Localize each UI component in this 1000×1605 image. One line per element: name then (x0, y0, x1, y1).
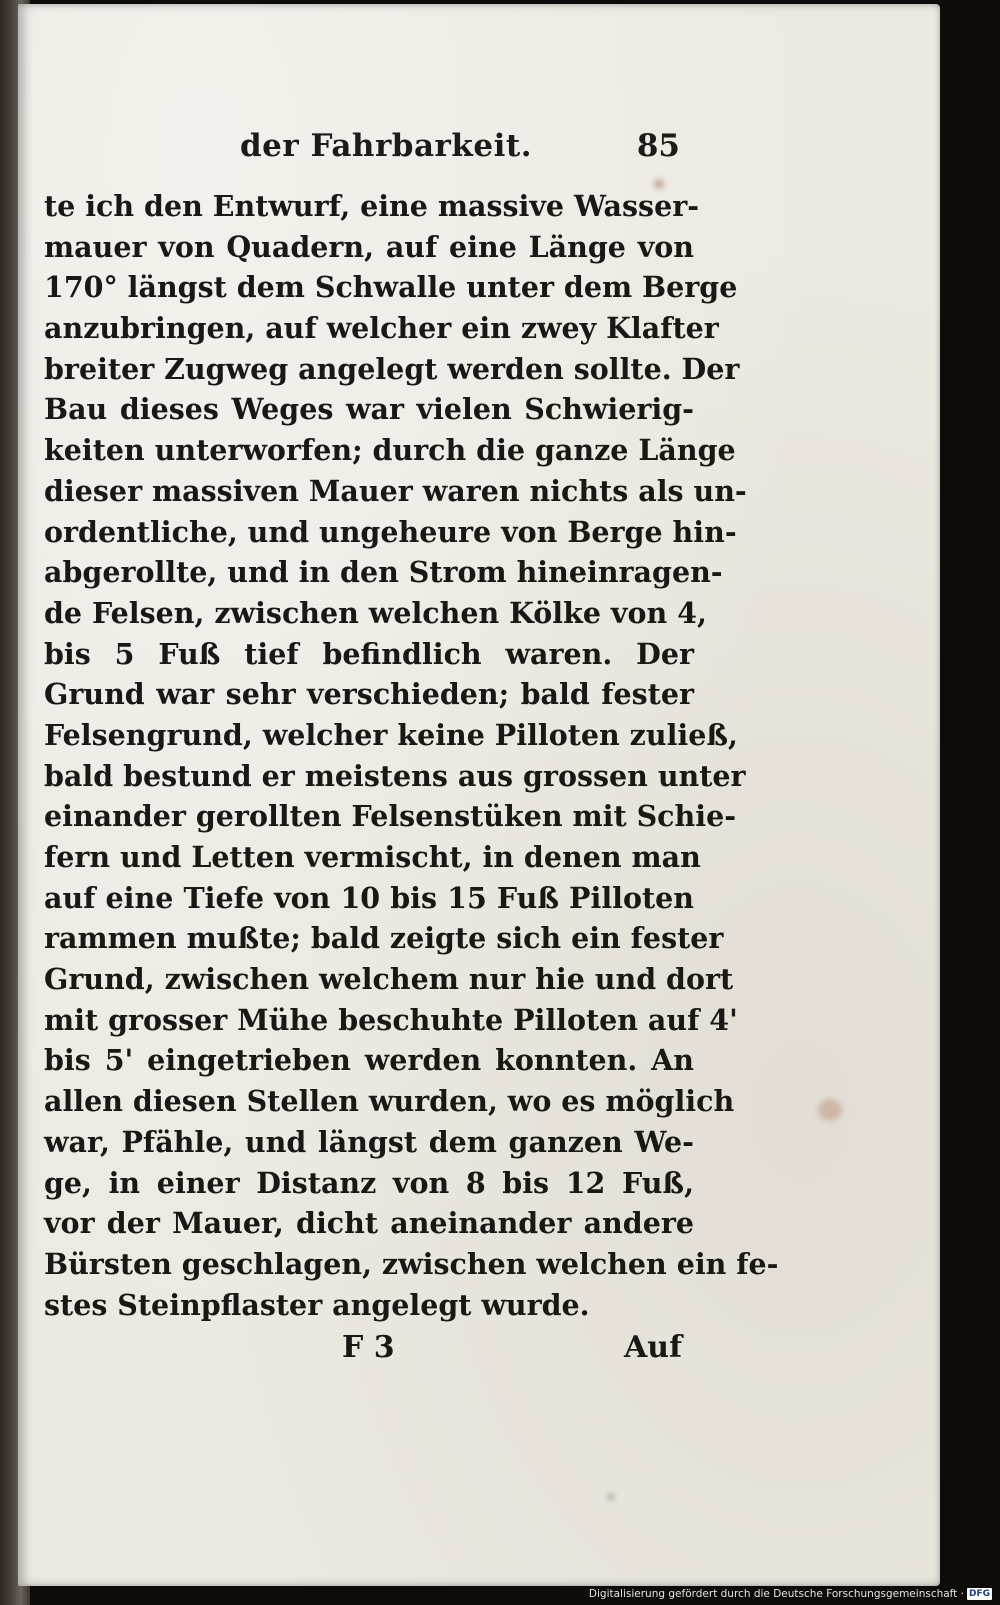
text-line: te ich den Entwurf, eine massive Wasser- (44, 189, 700, 223)
page-footer (342, 1330, 682, 1374)
ink-spot (608, 1494, 614, 1500)
text-line: vor der Mauer, dicht aneinander andere (44, 1206, 694, 1241)
text-line: keiten unterworfen; durch die ganze Länge (44, 433, 736, 468)
text-line: bis 5' eingetrieben werden konnten. An (44, 1043, 694, 1078)
text-line: anzubringen, auf welcher ein zwey Klafter (44, 311, 719, 346)
text-line: breiter Zugweg angelegt werden sollte. Der (44, 351, 740, 386)
text-line: Grund, zwischen welchem nur hie und dort (44, 962, 734, 997)
running-head (220, 128, 680, 172)
dfg-logo: DFG (968, 1589, 990, 1599)
text-line: einander gerollten Felsenstüken mit Schie- (44, 799, 737, 834)
text-line: war, Pfähle, und längst dem ganzen We- (44, 1124, 694, 1159)
text-line: abgerollte, und in den Strom hineinragen- (44, 555, 723, 590)
text-line: ge, in einer Distanz von 8 bis 12 Fuß, (44, 1165, 694, 1200)
text-line: Bürsten geschlagen, zwischen welchen ein fe- (44, 1246, 779, 1281)
text-line: stes Steinpflaster angelegt wurde. (44, 1287, 590, 1322)
text-line: Grund war sehr verschieden; bald fester (44, 677, 694, 712)
text-line: ordentliche, und ungeheure von Berge hin- (44, 514, 737, 549)
body-text (44, 186, 779, 1325)
text-line: rammen mußte; bald zeigte sich ein fester (44, 921, 724, 956)
text-line: mit grosser Mühe beschuhte Pilloten auf 4' (44, 1002, 738, 1037)
running-title: der Fahrbarkeit. (240, 128, 532, 164)
text-line: Bau dieses Weges war vielen Schwierig- (44, 392, 694, 427)
text-line: bis 5 Fuß tief befindlich waren. Der (44, 636, 694, 671)
text-line: bald bestund er meistens aus grossen unter (44, 758, 746, 793)
text-line: de Felsen, zwischen welchen Kölke von 4, (44, 595, 707, 630)
signature-mark: F 3 (342, 1330, 395, 1365)
text-line: 170° längst dem Schwalle unter dem Berge (44, 270, 738, 305)
text-line: dieser massiven Mauer waren nichts als un- (44, 473, 747, 508)
foxing-stain (818, 1099, 842, 1121)
text-line: mauer von Quadern, auf eine Länge von (44, 229, 694, 264)
digitization-credit (589, 1587, 992, 1601)
text-line: allen diesen Stellen wurden, wo es möglich (44, 1084, 735, 1119)
text-line: auf eine Tiefe von 10 bis 15 Fuß Pilloten (44, 880, 694, 915)
credit-text: Digitalisierung gefördert durch die Deutsche Forschungsgemeinschaft · (588, 1588, 964, 1600)
text-line: Felsengrund, welcher keine Pilloten zuließ, (44, 717, 738, 752)
text-line: fern und Letten vermischt, in denen man (44, 840, 701, 874)
page-number: 85 (636, 128, 680, 164)
catchword: Auf (624, 1330, 682, 1365)
